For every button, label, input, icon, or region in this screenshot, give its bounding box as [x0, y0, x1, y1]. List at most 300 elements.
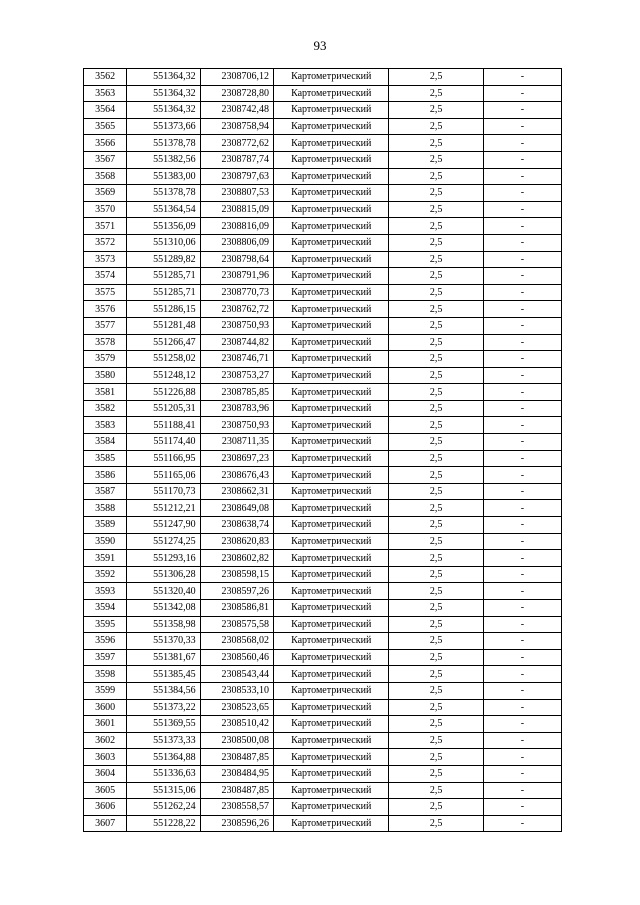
point-number-cell: 3571 [84, 218, 127, 235]
point-number-cell: 3600 [84, 699, 127, 716]
y-coordinate-cell: 2308638,74 [200, 517, 273, 534]
table-row [84, 434, 562, 451]
x-coordinate-cell: 551315,06 [127, 782, 200, 799]
y-coordinate-cell: 2308762,72 [200, 301, 273, 318]
accuracy-cell: 2,5 [389, 815, 483, 832]
x-coordinate-cell: 551285,71 [127, 268, 200, 285]
x-coordinate-cell: 551306,28 [127, 566, 200, 583]
y-coordinate-cell: 2308568,02 [200, 633, 273, 650]
y-coordinate-cell: 2308758,94 [200, 118, 273, 135]
method-cell: Картометрический [274, 434, 389, 451]
accuracy-cell: 2,5 [389, 102, 483, 119]
accuracy-cell: 2,5 [389, 517, 483, 534]
y-coordinate-cell: 2308560,46 [200, 649, 273, 666]
point-number-cell: 3604 [84, 765, 127, 782]
accuracy-cell: 2,5 [389, 799, 483, 816]
x-coordinate-cell: 551266,47 [127, 334, 200, 351]
point-number-cell: 3593 [84, 583, 127, 600]
table-row [84, 234, 562, 251]
note-cell: - [483, 268, 561, 285]
table-row [84, 367, 562, 384]
x-coordinate-cell: 551378,78 [127, 135, 200, 152]
y-coordinate-cell: 2308798,64 [200, 251, 273, 268]
table-row [84, 749, 562, 766]
y-coordinate-cell: 2308806,09 [200, 234, 273, 251]
accuracy-cell: 2,5 [389, 118, 483, 135]
coordinates-table-body [84, 69, 562, 832]
note-cell: - [483, 483, 561, 500]
method-cell: Картометрический [274, 185, 389, 202]
accuracy-cell: 2,5 [389, 600, 483, 617]
method-cell: Картометрический [274, 533, 389, 550]
x-coordinate-cell: 551383,00 [127, 168, 200, 185]
method-cell: Картометрический [274, 118, 389, 135]
method-cell: Картометрический [274, 550, 389, 567]
note-cell: - [483, 782, 561, 799]
note-cell: - [483, 716, 561, 733]
method-cell: Картометрический [274, 716, 389, 733]
x-coordinate-cell: 551342,08 [127, 600, 200, 617]
x-coordinate-cell: 551364,32 [127, 85, 200, 102]
y-coordinate-cell: 2308602,82 [200, 550, 273, 567]
method-cell: Картометрический [274, 450, 389, 467]
table-row [84, 533, 562, 550]
x-coordinate-cell: 551188,41 [127, 417, 200, 434]
x-coordinate-cell: 551228,22 [127, 815, 200, 832]
accuracy-cell: 2,5 [389, 251, 483, 268]
x-coordinate-cell: 551364,32 [127, 69, 200, 86]
table-row [84, 682, 562, 699]
accuracy-cell: 2,5 [389, 765, 483, 782]
method-cell: Картометрический [274, 749, 389, 766]
note-cell: - [483, 765, 561, 782]
method-cell: Картометрический [274, 517, 389, 534]
table-row [84, 666, 562, 683]
y-coordinate-cell: 2308787,74 [200, 151, 273, 168]
table-row [84, 218, 562, 235]
y-coordinate-cell: 2308797,63 [200, 168, 273, 185]
accuracy-cell: 2,5 [389, 384, 483, 401]
note-cell: - [483, 533, 561, 550]
table-row [84, 384, 562, 401]
coordinates-table-container [83, 68, 562, 832]
table-row [84, 301, 562, 318]
table-row [84, 483, 562, 500]
note-cell: - [483, 151, 561, 168]
note-cell: - [483, 251, 561, 268]
x-coordinate-cell: 551370,33 [127, 633, 200, 650]
accuracy-cell: 2,5 [389, 85, 483, 102]
accuracy-cell: 2,5 [389, 351, 483, 368]
method-cell: Картометрический [274, 102, 389, 119]
method-cell: Картометрический [274, 616, 389, 633]
accuracy-cell: 2,5 [389, 234, 483, 251]
point-number-cell: 3563 [84, 85, 127, 102]
x-coordinate-cell: 551382,56 [127, 151, 200, 168]
x-coordinate-cell: 551166,95 [127, 450, 200, 467]
y-coordinate-cell: 2308620,83 [200, 533, 273, 550]
point-number-cell: 3599 [84, 682, 127, 699]
point-number-cell: 3607 [84, 815, 127, 832]
point-number-cell: 3594 [84, 600, 127, 617]
point-number-cell: 3565 [84, 118, 127, 135]
accuracy-cell: 2,5 [389, 666, 483, 683]
note-cell: - [483, 317, 561, 334]
y-coordinate-cell: 2308598,15 [200, 566, 273, 583]
y-coordinate-cell: 2308586,81 [200, 600, 273, 617]
point-number-cell: 3603 [84, 749, 127, 766]
table-row [84, 351, 562, 368]
y-coordinate-cell: 2308487,85 [200, 749, 273, 766]
note-cell: - [483, 682, 561, 699]
note-cell: - [483, 815, 561, 832]
table-row [84, 334, 562, 351]
note-cell: - [483, 500, 561, 517]
method-cell: Картометрический [274, 500, 389, 517]
y-coordinate-cell: 2308543,44 [200, 666, 273, 683]
x-coordinate-cell: 551381,67 [127, 649, 200, 666]
point-number-cell: 3572 [84, 234, 127, 251]
point-number-cell: 3606 [84, 799, 127, 816]
x-coordinate-cell: 551248,12 [127, 367, 200, 384]
accuracy-cell: 2,5 [389, 434, 483, 451]
point-number-cell: 3586 [84, 467, 127, 484]
x-coordinate-cell: 551285,71 [127, 284, 200, 301]
accuracy-cell: 2,5 [389, 417, 483, 434]
x-coordinate-cell: 551358,98 [127, 616, 200, 633]
table-row [84, 69, 562, 86]
x-coordinate-cell: 551286,15 [127, 301, 200, 318]
coordinates-table [83, 68, 562, 832]
point-number-cell: 3597 [84, 649, 127, 666]
note-cell: - [483, 218, 561, 235]
method-cell: Картометрический [274, 268, 389, 285]
x-coordinate-cell: 551205,31 [127, 400, 200, 417]
accuracy-cell: 2,5 [389, 151, 483, 168]
point-number-cell: 3587 [84, 483, 127, 500]
x-coordinate-cell: 551289,82 [127, 251, 200, 268]
accuracy-cell: 2,5 [389, 450, 483, 467]
x-coordinate-cell: 551369,55 [127, 716, 200, 733]
method-cell: Картометрический [274, 400, 389, 417]
y-coordinate-cell: 2308706,12 [200, 69, 273, 86]
point-number-cell: 3595 [84, 616, 127, 633]
y-coordinate-cell: 2308742,48 [200, 102, 273, 119]
note-cell: - [483, 367, 561, 384]
method-cell: Картометрический [274, 201, 389, 218]
point-number-cell: 3573 [84, 251, 127, 268]
table-row [84, 201, 562, 218]
x-coordinate-cell: 551262,24 [127, 799, 200, 816]
x-coordinate-cell: 551384,56 [127, 682, 200, 699]
accuracy-cell: 2,5 [389, 533, 483, 550]
method-cell: Картометрический [274, 351, 389, 368]
y-coordinate-cell: 2308558,57 [200, 799, 273, 816]
x-coordinate-cell: 551364,88 [127, 749, 200, 766]
method-cell: Картометрический [274, 301, 389, 318]
method-cell: Картометрический [274, 649, 389, 666]
point-number-cell: 3588 [84, 500, 127, 517]
y-coordinate-cell: 2308500,08 [200, 732, 273, 749]
point-number-cell: 3575 [84, 284, 127, 301]
method-cell: Картометрический [274, 85, 389, 102]
accuracy-cell: 2,5 [389, 749, 483, 766]
y-coordinate-cell: 2308746,71 [200, 351, 273, 368]
point-number-cell: 3569 [84, 185, 127, 202]
table-row [84, 600, 562, 617]
method-cell: Картометрический [274, 682, 389, 699]
y-coordinate-cell: 2308533,10 [200, 682, 273, 699]
accuracy-cell: 2,5 [389, 716, 483, 733]
accuracy-cell: 2,5 [389, 732, 483, 749]
table-row [84, 450, 562, 467]
method-cell: Картометрический [274, 566, 389, 583]
note-cell: - [483, 616, 561, 633]
point-number-cell: 3585 [84, 450, 127, 467]
y-coordinate-cell: 2308649,08 [200, 500, 273, 517]
x-coordinate-cell: 551281,48 [127, 317, 200, 334]
accuracy-cell: 2,5 [389, 268, 483, 285]
accuracy-cell: 2,5 [389, 682, 483, 699]
table-row [84, 151, 562, 168]
method-cell: Картометрический [274, 483, 389, 500]
note-cell: - [483, 135, 561, 152]
point-number-cell: 3576 [84, 301, 127, 318]
y-coordinate-cell: 2308484,95 [200, 765, 273, 782]
accuracy-cell: 2,5 [389, 699, 483, 716]
note-cell: - [483, 600, 561, 617]
note-cell: - [483, 201, 561, 218]
note-cell: - [483, 384, 561, 401]
table-row [84, 616, 562, 633]
y-coordinate-cell: 2308510,42 [200, 716, 273, 733]
point-number-cell: 3601 [84, 716, 127, 733]
note-cell: - [483, 69, 561, 86]
method-cell: Картометрический [274, 467, 389, 484]
method-cell: Картометрический [274, 633, 389, 650]
table-row [84, 102, 562, 119]
accuracy-cell: 2,5 [389, 218, 483, 235]
x-coordinate-cell: 551364,54 [127, 201, 200, 218]
method-cell: Картометрический [274, 234, 389, 251]
x-coordinate-cell: 551165,06 [127, 467, 200, 484]
accuracy-cell: 2,5 [389, 185, 483, 202]
table-row [84, 583, 562, 600]
method-cell: Картометрический [274, 367, 389, 384]
note-cell: - [483, 85, 561, 102]
table-row [84, 500, 562, 517]
table-row [84, 284, 562, 301]
table-row [84, 765, 562, 782]
table-row [84, 118, 562, 135]
accuracy-cell: 2,5 [389, 284, 483, 301]
point-number-cell: 3605 [84, 782, 127, 799]
x-coordinate-cell: 551274,25 [127, 533, 200, 550]
accuracy-cell: 2,5 [389, 500, 483, 517]
y-coordinate-cell: 2308728,80 [200, 85, 273, 102]
accuracy-cell: 2,5 [389, 782, 483, 799]
x-coordinate-cell: 551174,40 [127, 434, 200, 451]
method-cell: Картометрический [274, 765, 389, 782]
note-cell: - [483, 351, 561, 368]
x-coordinate-cell: 551356,09 [127, 218, 200, 235]
page-number: 93 [313, 38, 327, 53]
x-coordinate-cell: 551378,78 [127, 185, 200, 202]
point-number-cell: 3566 [84, 135, 127, 152]
y-coordinate-cell: 2308791,96 [200, 268, 273, 285]
method-cell: Картометрический [274, 732, 389, 749]
note-cell: - [483, 434, 561, 451]
note-cell: - [483, 301, 561, 318]
method-cell: Картометрический [274, 168, 389, 185]
point-number-cell: 3568 [84, 168, 127, 185]
table-row [84, 815, 562, 832]
accuracy-cell: 2,5 [389, 135, 483, 152]
method-cell: Картометрический [274, 600, 389, 617]
method-cell: Картометрический [274, 284, 389, 301]
note-cell: - [483, 566, 561, 583]
y-coordinate-cell: 2308744,82 [200, 334, 273, 351]
table-row [84, 633, 562, 650]
note-cell: - [483, 583, 561, 600]
note-cell: - [483, 666, 561, 683]
accuracy-cell: 2,5 [389, 566, 483, 583]
point-number-cell: 3580 [84, 367, 127, 384]
y-coordinate-cell: 2308662,31 [200, 483, 273, 500]
x-coordinate-cell: 551212,21 [127, 500, 200, 517]
method-cell: Картометрический [274, 417, 389, 434]
note-cell: - [483, 234, 561, 251]
note-cell: - [483, 467, 561, 484]
table-row [84, 185, 562, 202]
table-row [84, 85, 562, 102]
accuracy-cell: 2,5 [389, 583, 483, 600]
table-row [84, 716, 562, 733]
note-cell: - [483, 517, 561, 534]
note-cell: - [483, 550, 561, 567]
table-row [84, 268, 562, 285]
note-cell: - [483, 284, 561, 301]
x-coordinate-cell: 551258,02 [127, 351, 200, 368]
table-row [84, 317, 562, 334]
method-cell: Картометрический [274, 151, 389, 168]
point-number-cell: 3577 [84, 317, 127, 334]
x-coordinate-cell: 551373,33 [127, 732, 200, 749]
y-coordinate-cell: 2308785,85 [200, 384, 273, 401]
table-row [84, 550, 562, 567]
point-number-cell: 3602 [84, 732, 127, 749]
point-number-cell: 3582 [84, 400, 127, 417]
accuracy-cell: 2,5 [389, 201, 483, 218]
x-coordinate-cell: 551373,22 [127, 699, 200, 716]
x-coordinate-cell: 551170,73 [127, 483, 200, 500]
note-cell: - [483, 417, 561, 434]
table-row [84, 566, 562, 583]
x-coordinate-cell: 551293,16 [127, 550, 200, 567]
x-coordinate-cell: 551364,32 [127, 102, 200, 119]
note-cell: - [483, 168, 561, 185]
note-cell: - [483, 118, 561, 135]
x-coordinate-cell: 551310,06 [127, 234, 200, 251]
point-number-cell: 3579 [84, 351, 127, 368]
method-cell: Картометрический [274, 799, 389, 816]
accuracy-cell: 2,5 [389, 334, 483, 351]
y-coordinate-cell: 2308487,85 [200, 782, 273, 799]
x-coordinate-cell: 551385,45 [127, 666, 200, 683]
y-coordinate-cell: 2308750,93 [200, 417, 273, 434]
table-row [84, 732, 562, 749]
point-number-cell: 3591 [84, 550, 127, 567]
note-cell: - [483, 799, 561, 816]
table-row [84, 168, 562, 185]
y-coordinate-cell: 2308750,93 [200, 317, 273, 334]
y-coordinate-cell: 2308770,73 [200, 284, 273, 301]
x-coordinate-cell: 551373,66 [127, 118, 200, 135]
y-coordinate-cell: 2308697,23 [200, 450, 273, 467]
note-cell: - [483, 699, 561, 716]
accuracy-cell: 2,5 [389, 633, 483, 650]
table-row [84, 135, 562, 152]
y-coordinate-cell: 2308596,26 [200, 815, 273, 832]
table-row [84, 400, 562, 417]
note-cell: - [483, 649, 561, 666]
point-number-cell: 3590 [84, 533, 127, 550]
y-coordinate-cell: 2308807,53 [200, 185, 273, 202]
table-row [84, 782, 562, 799]
y-coordinate-cell: 2308575,58 [200, 616, 273, 633]
point-number-cell: 3592 [84, 566, 127, 583]
table-row [84, 649, 562, 666]
point-number-cell: 3570 [84, 201, 127, 218]
method-cell: Картометрический [274, 699, 389, 716]
point-number-cell: 3578 [84, 334, 127, 351]
accuracy-cell: 2,5 [389, 317, 483, 334]
accuracy-cell: 2,5 [389, 69, 483, 86]
point-number-cell: 3564 [84, 102, 127, 119]
method-cell: Картометрический [274, 334, 389, 351]
method-cell: Картометрический [274, 815, 389, 832]
note-cell: - [483, 185, 561, 202]
point-number-cell: 3598 [84, 666, 127, 683]
note-cell: - [483, 102, 561, 119]
method-cell: Картометрический [274, 384, 389, 401]
y-coordinate-cell: 2308676,43 [200, 467, 273, 484]
accuracy-cell: 2,5 [389, 168, 483, 185]
x-coordinate-cell: 551247,90 [127, 517, 200, 534]
note-cell: - [483, 749, 561, 766]
table-row [84, 417, 562, 434]
accuracy-cell: 2,5 [389, 550, 483, 567]
point-number-cell: 3562 [84, 69, 127, 86]
point-number-cell: 3584 [84, 434, 127, 451]
point-number-cell: 3574 [84, 268, 127, 285]
x-coordinate-cell: 551336,63 [127, 765, 200, 782]
method-cell: Картометрический [274, 251, 389, 268]
note-cell: - [483, 450, 561, 467]
method-cell: Картометрический [274, 218, 389, 235]
note-cell: - [483, 334, 561, 351]
y-coordinate-cell: 2308816,09 [200, 218, 273, 235]
y-coordinate-cell: 2308711,35 [200, 434, 273, 451]
point-number-cell: 3581 [84, 384, 127, 401]
x-coordinate-cell: 551226,88 [127, 384, 200, 401]
accuracy-cell: 2,5 [389, 616, 483, 633]
table-row [84, 251, 562, 268]
y-coordinate-cell: 2308815,09 [200, 201, 273, 218]
table-row [84, 799, 562, 816]
accuracy-cell: 2,5 [389, 367, 483, 384]
method-cell: Картометрический [274, 69, 389, 86]
